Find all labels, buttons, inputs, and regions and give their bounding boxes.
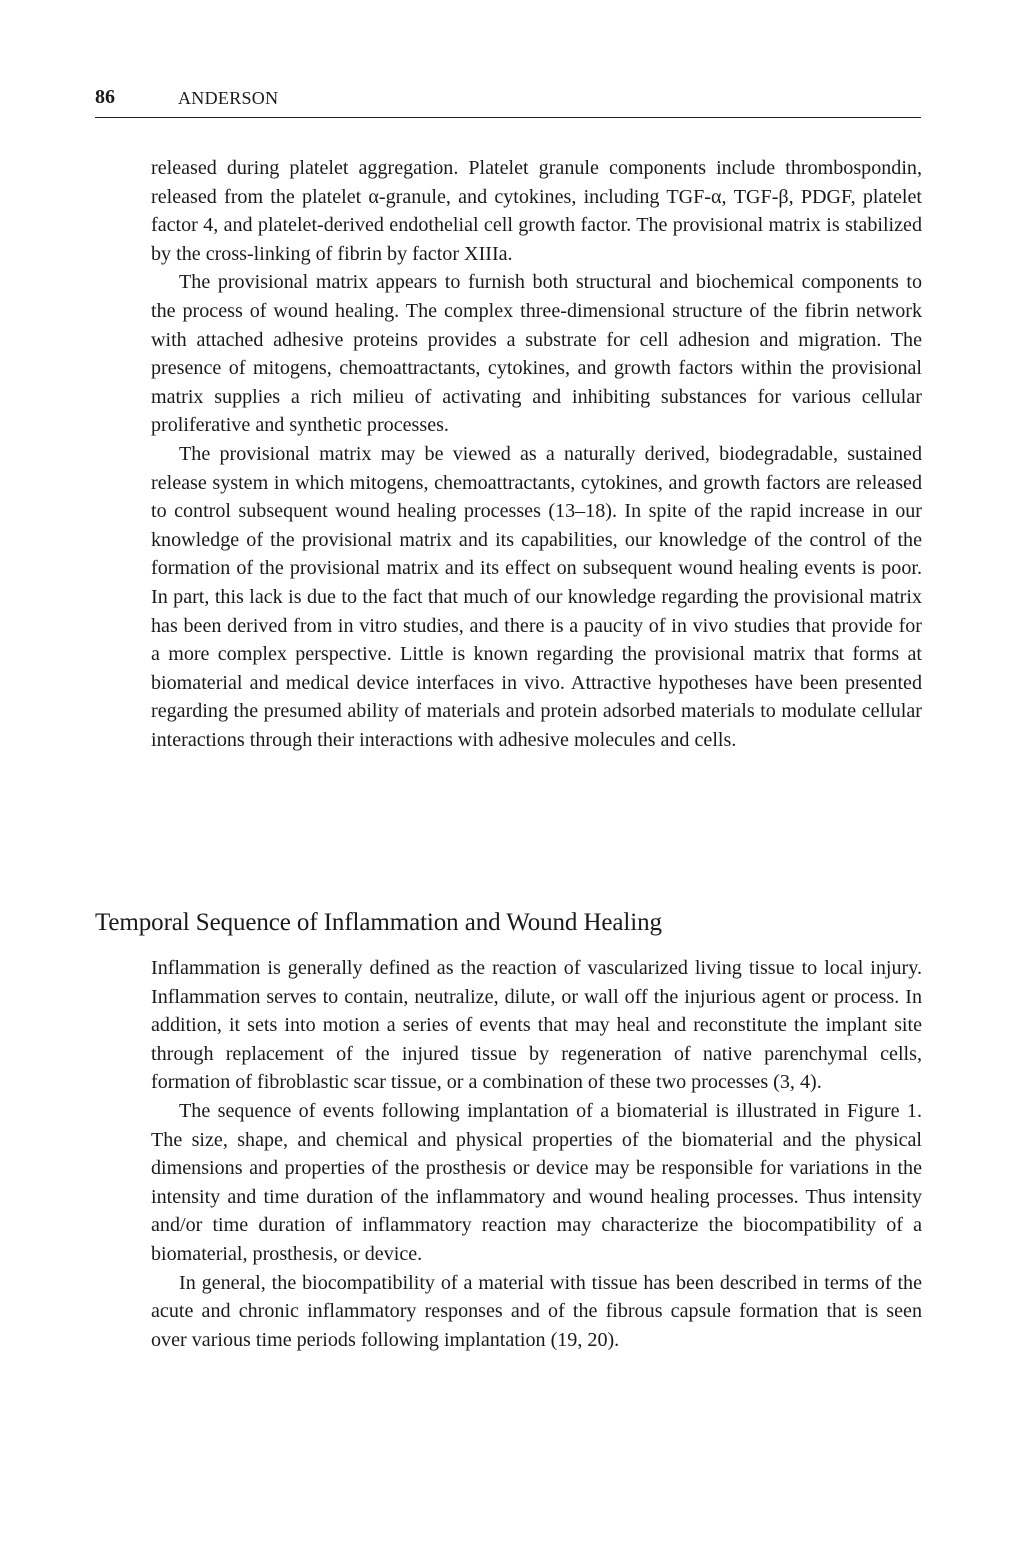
paragraph-continued: released during platelet aggregation. Platelet granule components include thrombospondin, released from the platelet α-granule, and cytokines, including TGF-α, TGF-β, PDGF, platelet factor 4, and platelet-derived endothelial cell growth factor. The provisional matrix is stabilized by the cross-linking of fibrin by factor XIIIa. <box>151 157 922 265</box>
paragraph: Inflammation is generally defined as the reaction of vascularized living tissue to local injury. Inflammation serves to contain, neutralize, dilute, or wall off the injurious agent or process. In addition, it sets into motion a series of events that may heal and reconstitute the implant site through replacement of the injured tissue by regeneration of native parenchymal cells, formation of fibroblastic scar tissue, or a combination of these two processes (3, 4). <box>151 957 922 1094</box>
paragraph: The provisional matrix may be viewed as a naturally derived, biodegradable, sustained release system in which mitogens, chemoattractants, cytokines, and growth factors are released to control subsequent wound healing processes (13–18). In spite of the rapid increase in our knowledge of the provisional matrix and its capabilities, our knowledge of the control of the formation of the provisional matrix and its effect on subsequent wound healing events is poor. In part, this lack is due to the fact that much of our knowledge regarding the provisional matrix has been derived from in vitro studies, and there is a paucity of in vivo studies that provide for a more complex perspective. Little is known regarding the provisional matrix that forms at biomaterial and medical device interfaces in vivo. Attractive hypotheses have been presented regarding the presumed ability of materials and protein adsorbed materials to modulate cellular interactions through their interactions with adhesive molecules and cells. <box>151 442 922 751</box>
section-text-block <box>151 954 922 1354</box>
paragraph: The sequence of events following implantation of a biomaterial is illustrated in Figure 1. The size, shape, and chemical and physical properties of the biomaterial and the physical dimensions and properties of the prosthesis or device may be responsible for variations in the intensity and time duration of the inflammatory and wound healing processes. Thus intensity and/or time duration of inflammatory reaction may characterize the biocompatibility of a biomaterial, prosthesis, or device. <box>151 1099 922 1265</box>
running-head-author: ANDERSON <box>178 88 279 108</box>
section-heading: Temporal Sequence of Inflammation and Wound Healing <box>95 909 662 936</box>
running-head <box>95 84 921 118</box>
page-number: 86 <box>95 86 115 108</box>
paragraph: The provisional matrix appears to furnish both structural and biochemical components to the process of wound healing. The complex three-dimensional structure of the fibrin network with attached adhesive proteins provides a substrate for cell adhesion and migration. The presence of mitogens, chemoattractants, cytokines, and growth factors within the provisional matrix supplies a rich milieu of activating and inhibiting substances for various cellular proliferative and synthetic processes. <box>151 271 922 437</box>
paragraph: In general, the biocompatibility of a material with tissue has been described in terms of the acute and chronic inflammatory responses and of the fibrous capsule formation that is seen over various time periods following implantation (19, 20). <box>151 1271 922 1351</box>
top-text-block <box>151 154 922 754</box>
